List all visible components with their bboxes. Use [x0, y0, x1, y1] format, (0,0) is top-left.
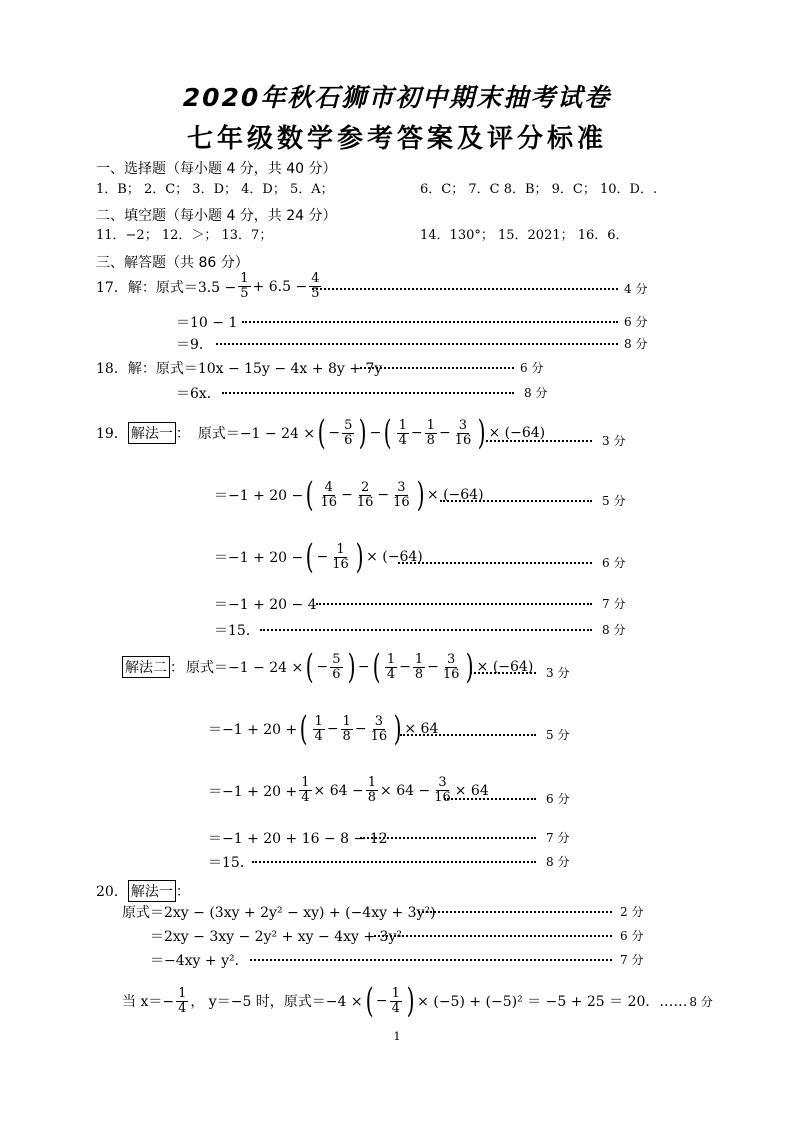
- q17-score-2: 6 分: [624, 315, 648, 329]
- leader-dots: [316, 601, 592, 605]
- q17-line3: ＝9．: [176, 337, 213, 353]
- leader-dots: [374, 933, 612, 937]
- leader-dots: [400, 732, 536, 736]
- fraction: $\frac{1}{16}$: [332, 541, 349, 572]
- q19-line2: ＝−1 + 20 − ( $\frac{4}{16}$ − $\frac{2}{16}$ − $\frac{3}{16}$ ) × (−64): [214, 475, 484, 515]
- fraction: $\frac{1}{8}$: [426, 417, 435, 448]
- q19-b3-mid2: × 64 −: [380, 782, 431, 799]
- q19-method2-line2: ＝−1 + 20 + ( $\frac{1}{4}$ − $\frac{1}{8}$ − $\frac{3}{16}$ ) × 64: [208, 709, 439, 749]
- fraction: $\frac{5}{6}$: [344, 417, 353, 448]
- fraction: $\frac{1}{4}$: [398, 417, 407, 448]
- q19-b3-tail: × 64: [454, 782, 489, 799]
- leader-dots: [216, 341, 618, 345]
- q19-b1: 原式＝−1 − 24 ×: [186, 660, 304, 676]
- q18-line2: ＝6x．: [176, 386, 221, 402]
- leader-dots: [250, 957, 612, 961]
- q19-a1-tail: × (−64): [488, 425, 546, 441]
- q17-label: 17．解：原式＝3.5 −: [96, 279, 237, 296]
- q20-l4a: 当 x＝−: [122, 994, 175, 1010]
- q19-method2-label: 解法二: [122, 656, 170, 678]
- q18-line1: 18．解：原式＝10x − 15y − 4x + 8y + 7y: [96, 361, 383, 377]
- leader-dots: [360, 835, 536, 839]
- section-solve-heading: 三、解答题（共 86 分）: [96, 255, 249, 271]
- colon: ：: [175, 884, 190, 900]
- leader-dots: [260, 627, 592, 631]
- q20-method1-label: 解法一: [128, 880, 176, 902]
- q20-score-2: 6 分: [620, 929, 644, 943]
- answer-key-title: 七年级数学参考答案及评分标准: [186, 124, 607, 154]
- leader-dots: [312, 286, 618, 290]
- q17-score-3: 8 分: [624, 337, 648, 351]
- section-fill-heading: 二、填空题（每小题 4 分，共 24 分）: [96, 208, 337, 224]
- q19-score-2: 5 分: [602, 494, 626, 508]
- fraction: $\frac{3}{16}$: [370, 713, 388, 744]
- q19-a2: ＝−1 + 20 −: [214, 488, 304, 504]
- fraction: $\frac{1}{4}$: [301, 775, 310, 805]
- fraction: $\frac{1}{8}$: [414, 651, 424, 682]
- choice-answers-right: 6．C； 7．C 8．B； 9．C； 10．D．.: [420, 182, 658, 197]
- q17-score-1: 4 分: [624, 282, 648, 296]
- q19-method1-label: 解法一: [128, 422, 176, 444]
- q17-fraction-1: $\frac{1}{5}$: [240, 271, 249, 301]
- fraction: $\frac{1}{8}$: [342, 713, 351, 744]
- q19-number: 19．: [96, 426, 128, 442]
- fraction: $\frac{5}{6}$: [332, 651, 341, 682]
- leader-dots: [440, 498, 592, 502]
- q20-line2: ＝2xy − 3xy − 2y² + xy − 4xy + 3y²: [150, 929, 402, 945]
- fraction: $\frac{3}{16}$: [454, 417, 472, 448]
- q20-number: 20．: [96, 884, 128, 900]
- q20-heading: [96, 880, 190, 902]
- q19-b1-tail: × (−64): [476, 659, 534, 675]
- fraction: $\frac{4}{16}$: [320, 479, 338, 510]
- q19-m2-score-4: 7 分: [546, 831, 570, 845]
- leader-dots: [242, 319, 618, 323]
- leader-dots: [398, 560, 592, 564]
- q19-line3: ＝−1 + 20 − ( − $\frac{1}{16}$ ) × (−64): [214, 537, 423, 577]
- q20-line4: 当 x＝− $\frac{1}{4}$ ， y＝−5 时，原式＝−4 × ( − $\frac{1}{4}$ ) × (−5) + (−5)² ＝ −5 + 25 ＝ 20．…… 8 分: [122, 981, 713, 1021]
- fraction: $\frac{1}{4}$: [314, 713, 323, 744]
- colon: ：: [170, 660, 184, 676]
- q19-a3: ＝−1 + 20 −: [214, 550, 304, 566]
- q19-b2-tail: × 64: [404, 721, 439, 737]
- fill-answers-right: 14．130°； 15．2021； 16．6．: [420, 228, 629, 243]
- q20-score-3: 7 分: [620, 953, 644, 967]
- q19-line4: ＝−1 + 20 − 4: [214, 597, 317, 613]
- q19-m2-score-5: 8 分: [546, 855, 570, 869]
- q19-score-3: 6 分: [602, 556, 626, 570]
- leader-dots: [252, 859, 536, 863]
- q20-score-4: 8 分: [689, 994, 713, 1009]
- q19-a2-tail: × (−64): [426, 487, 484, 503]
- section-choice-heading: 一、选择题（每小题 4 分，共 40 分）: [96, 161, 337, 177]
- q17-fraction-2: $\frac{4}{5}$: [311, 271, 320, 301]
- q20-line3: ＝−4xy + y²．: [150, 953, 249, 969]
- q18-score-1: 6 分: [520, 361, 544, 375]
- q20-score-1: 2 分: [620, 905, 644, 919]
- q17-mid: + 6.5 −: [252, 278, 308, 295]
- q18-score-2: 8 分: [524, 386, 548, 400]
- q19-score-4: 7 分: [602, 597, 626, 611]
- q19-score-1: 3 分: [602, 434, 626, 448]
- leader-dots: [360, 365, 514, 369]
- exam-title: 2020年秋石狮市初中期末抽考试卷: [182, 83, 612, 112]
- fraction: $\frac{3}{16}$: [434, 775, 451, 805]
- q17-line2: ＝10 − 1: [176, 315, 238, 331]
- q19-line1: 19． 解法一 ： 原式＝−1 − 24 × ( − $\frac{5}{6}$ ) − ( $\frac{1}{4}$ − $\frac{1}{8}$ − $\frac{3}{16}$ ) × (−64): [96, 413, 546, 453]
- fill-answers-left: 11．−2； 12．＞； 13．7；: [96, 228, 273, 243]
- fraction: $\frac{1}{4}$: [391, 985, 400, 1016]
- q17-line1: [96, 272, 323, 301]
- q19-method2-line5: ＝15．: [208, 855, 254, 871]
- leader-dots: [470, 670, 536, 674]
- leader-dots: [486, 438, 592, 442]
- fraction: $\frac{1}{8}$: [367, 775, 377, 805]
- colon: ：: [175, 426, 190, 442]
- leader-dots: [222, 390, 514, 394]
- q19-m2-score-3: 6 分: [546, 792, 570, 806]
- leader-dots: [418, 909, 612, 913]
- q19-method2-line4: ＝−1 + 20 + 16 − 8 − 12: [208, 831, 388, 847]
- q19-m2-score-2: 5 分: [546, 728, 570, 742]
- fraction: $\frac{3}{16}$: [393, 479, 410, 510]
- q20-line1: 原式＝2xy − (3xy + 2y² − xy) + (−4xy + 3y²): [122, 905, 436, 921]
- leader-dots: [444, 796, 536, 800]
- q19-b3-mid1: × 64 −: [313, 782, 364, 799]
- q20-l4b: ， y＝−5 时，原式＝−4 ×: [190, 994, 363, 1010]
- q19-line5: ＝15．: [214, 623, 260, 639]
- fraction: $\frac{1}{4}$: [178, 985, 187, 1016]
- fraction: $\frac{1}{4}$: [386, 651, 396, 682]
- choice-answers-left: 1．B； 2．C； 3．D； 4．D； 5．A；: [96, 182, 334, 197]
- q19-a3-tail: × (−64): [366, 549, 423, 565]
- q19-method2-line3: [208, 776, 489, 805]
- q19-method2-line1: 解法二 ： 原式＝−1 − 24 × ( − $\frac{5}{6}$ ) − ( $\frac{1}{4}$ − $\frac{1}{8}$ − $\frac{3}{16}$ ) × (−64): [122, 650, 533, 684]
- q20-l4c: × (−5) + (−5)² ＝ −5 + 25 ＝ 20．……: [417, 994, 688, 1010]
- q19-m2-score-1: 3 分: [546, 666, 570, 680]
- q19-b3: ＝−1 + 20 +: [208, 783, 298, 800]
- q19-score-5: 8 分: [602, 623, 626, 637]
- fraction: $\frac{2}{16}$: [356, 479, 374, 510]
- q19-b2: ＝−1 + 20 +: [208, 722, 298, 738]
- fraction: $\frac{3}{16}$: [442, 651, 460, 682]
- q19-a1: 原式＝−1 − 24 ×: [197, 426, 316, 442]
- page-number: 1: [393, 1030, 401, 1043]
